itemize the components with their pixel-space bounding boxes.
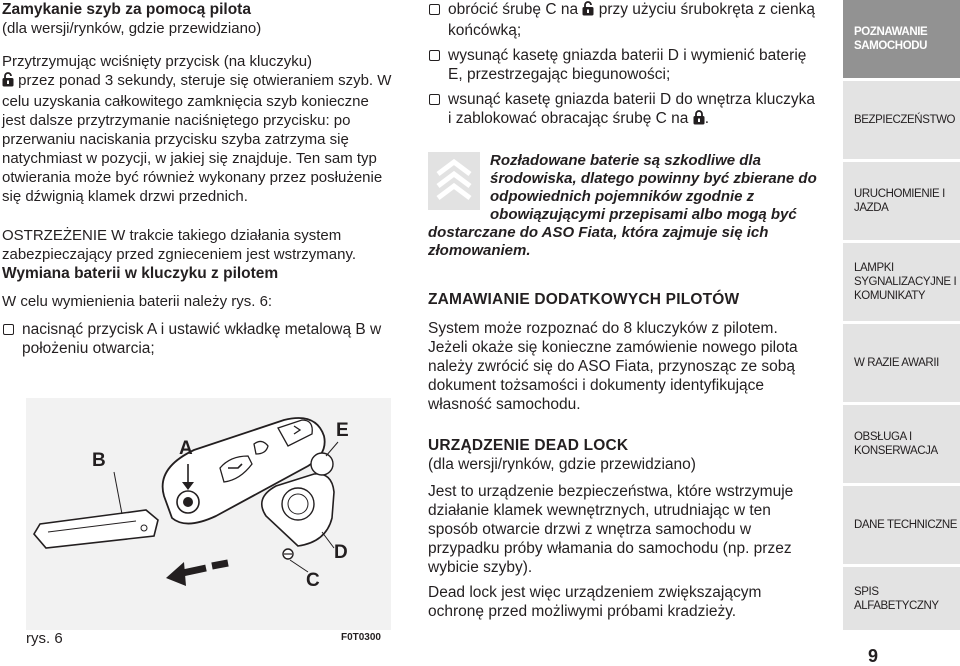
battery-intro: W celu wymienienia baterii należy rys. 6: bbox=[2, 293, 273, 310]
left-column bbox=[2, 0, 395, 358]
window-closing-note: (dla wersji/rynków, gdzie przewidziano) bbox=[2, 20, 262, 37]
warning-paragraph: OSTRZEŻENIE W trakcie takiego działania system zabezpieczający przed zgnieceniem jest wstrzymany. bbox=[2, 227, 357, 263]
checkbox-bullet-icon bbox=[3, 324, 14, 335]
screw-icon bbox=[283, 549, 293, 559]
environment-note-text: Rozładowane baterie są szkodliwe dla środowiska, dlatego powinny być zbierane do odpowiednich pojemników zgodnie z obowiązującymi przepisami albo mogą być dostarczane do ASO Fiata, która zajmuje się ich złomowaniem. bbox=[428, 152, 817, 259]
list-item: wsunąć kasetę gniazda baterii D do wnętrza kluczyka i zablokować obracając śrubę C na . bbox=[428, 90, 818, 130]
slide-direction-arrow-icon bbox=[166, 562, 228, 586]
list-item: wysunąć kasetę gniazda baterii D i wymienić baterię E, przestrzegając biegunowości; bbox=[428, 46, 818, 84]
tab-dane-techniczne[interactable]: DANE TECHNICZNE bbox=[843, 486, 960, 564]
figure-caption-label: rys. 6 bbox=[26, 630, 63, 647]
window-closing-heading: Zamykanie szyb za pomocą pilota bbox=[2, 1, 251, 18]
tab-uruchomienie-i-jazda[interactable]: URUCHOMIENIE I JAZDA bbox=[843, 162, 960, 240]
para-text-start: Przytrzymując wciśnięty przycisk (na kluczyku) bbox=[2, 53, 313, 70]
key-battery-figure bbox=[26, 398, 391, 630]
battery-replacement-heading: Wymiana baterii w kluczyku z pilotem bbox=[2, 265, 279, 282]
figure-label-a: A bbox=[179, 438, 193, 459]
deadlock-text-1: Jest to urządzenie bezpieczeństwa, które wstrzymuje działanie klamek wewnętrznych, utrudniając w ten sposób otwarcie drzwi z wnętrza samochodu w przypadku próby włamania do samochodu (np. przez wybicie szyby). bbox=[428, 483, 794, 576]
battery-icon bbox=[311, 453, 333, 475]
deadlock-heading: URZĄDZENIE DEAD LOCK bbox=[428, 437, 629, 454]
figure-label-d: D bbox=[334, 542, 348, 563]
list-item: obrócić śrubę C na przy użyciu śrubokręta z cienką końcówką; bbox=[428, 0, 818, 40]
order-remotes-heading: ZAMAWIANIE DODATKOWYCH PILOTÓW bbox=[428, 291, 740, 308]
tab-w-razie-awarii[interactable]: W RAZIE AWARII bbox=[843, 324, 960, 402]
middle-column bbox=[428, 0, 818, 621]
metal-blade-icon bbox=[34, 510, 158, 548]
recycle-chevron-icon bbox=[428, 152, 480, 210]
order-remotes-text: System może rozpoznać do 8 kluczyków z pilotem. Jeżeli okaże się konieczne zamówienie nowego pilota należy zwrócić się do ASO Fiata, przynosząc ze sobą dokument tożsamości i dokumenty identyfikujące własność samochodu. bbox=[428, 320, 798, 413]
lock-icon bbox=[693, 110, 705, 130]
checkbox-bullet-icon bbox=[429, 94, 440, 105]
tab-bezpieczenstwo[interactable]: BEZPIECZEŃSTWO bbox=[843, 81, 960, 159]
chapter-sidebar bbox=[843, 0, 960, 666]
unlock-icon bbox=[2, 72, 14, 92]
deadlock-text-2: Dead lock jest więc urządzeniem zwiększającym ochronę przed możliwymi próbami kradzieży. bbox=[428, 584, 762, 620]
page-number: 9 bbox=[868, 646, 879, 666]
checkbox-bullet-icon bbox=[429, 4, 440, 15]
figure-caption bbox=[26, 629, 391, 647]
figure-code: F0T0300 bbox=[340, 632, 381, 643]
tab-lampki-sygnalizacyjne[interactable]: LAMPKI SYGNALIZACYJNE I KOMUNIKATY bbox=[843, 243, 960, 321]
figure-label-e: E bbox=[336, 420, 349, 441]
tab-obsluga-i-konserwacja[interactable]: OBSŁUGA I KONSERWACJA bbox=[843, 405, 960, 483]
figure-label-b: B bbox=[92, 450, 106, 471]
unlock-icon bbox=[582, 1, 594, 21]
checkbox-bullet-icon bbox=[429, 50, 440, 61]
para-text-rest: przez ponad 3 sekundy, steruje się otwieraniem szyb. W celu uzyskania całkowitego zamknięcia szyb konieczne jest dalsze przytrzymanie naciśniętego przycisku: po przerwaniu naciskania przycisku szyba zatrzyma się natychmiast w pozycji, w jakiej się znajduje. Ten sam typ otwierania może być również wykonany przez posłużenie się dźwignią klamek drzwi przednich. bbox=[2, 72, 392, 205]
window-closing-paragraph bbox=[2, 52, 395, 206]
tab-poznawanie-samochodu[interactable]: POZNAWANIE SAMOCHODU bbox=[843, 0, 960, 78]
tab-spis-alfabetyczny[interactable]: SPIS ALFABETYCZNY bbox=[843, 567, 960, 630]
environment-note bbox=[428, 152, 818, 260]
list-item: nacisnąć przycisk A i ustawić wkładkę metalową B w położeniu otwarcia; bbox=[2, 320, 395, 358]
deadlock-note: (dla wersji/rynków, gdzie przewidziano) bbox=[428, 456, 696, 473]
figure-label-c: C bbox=[306, 570, 320, 591]
